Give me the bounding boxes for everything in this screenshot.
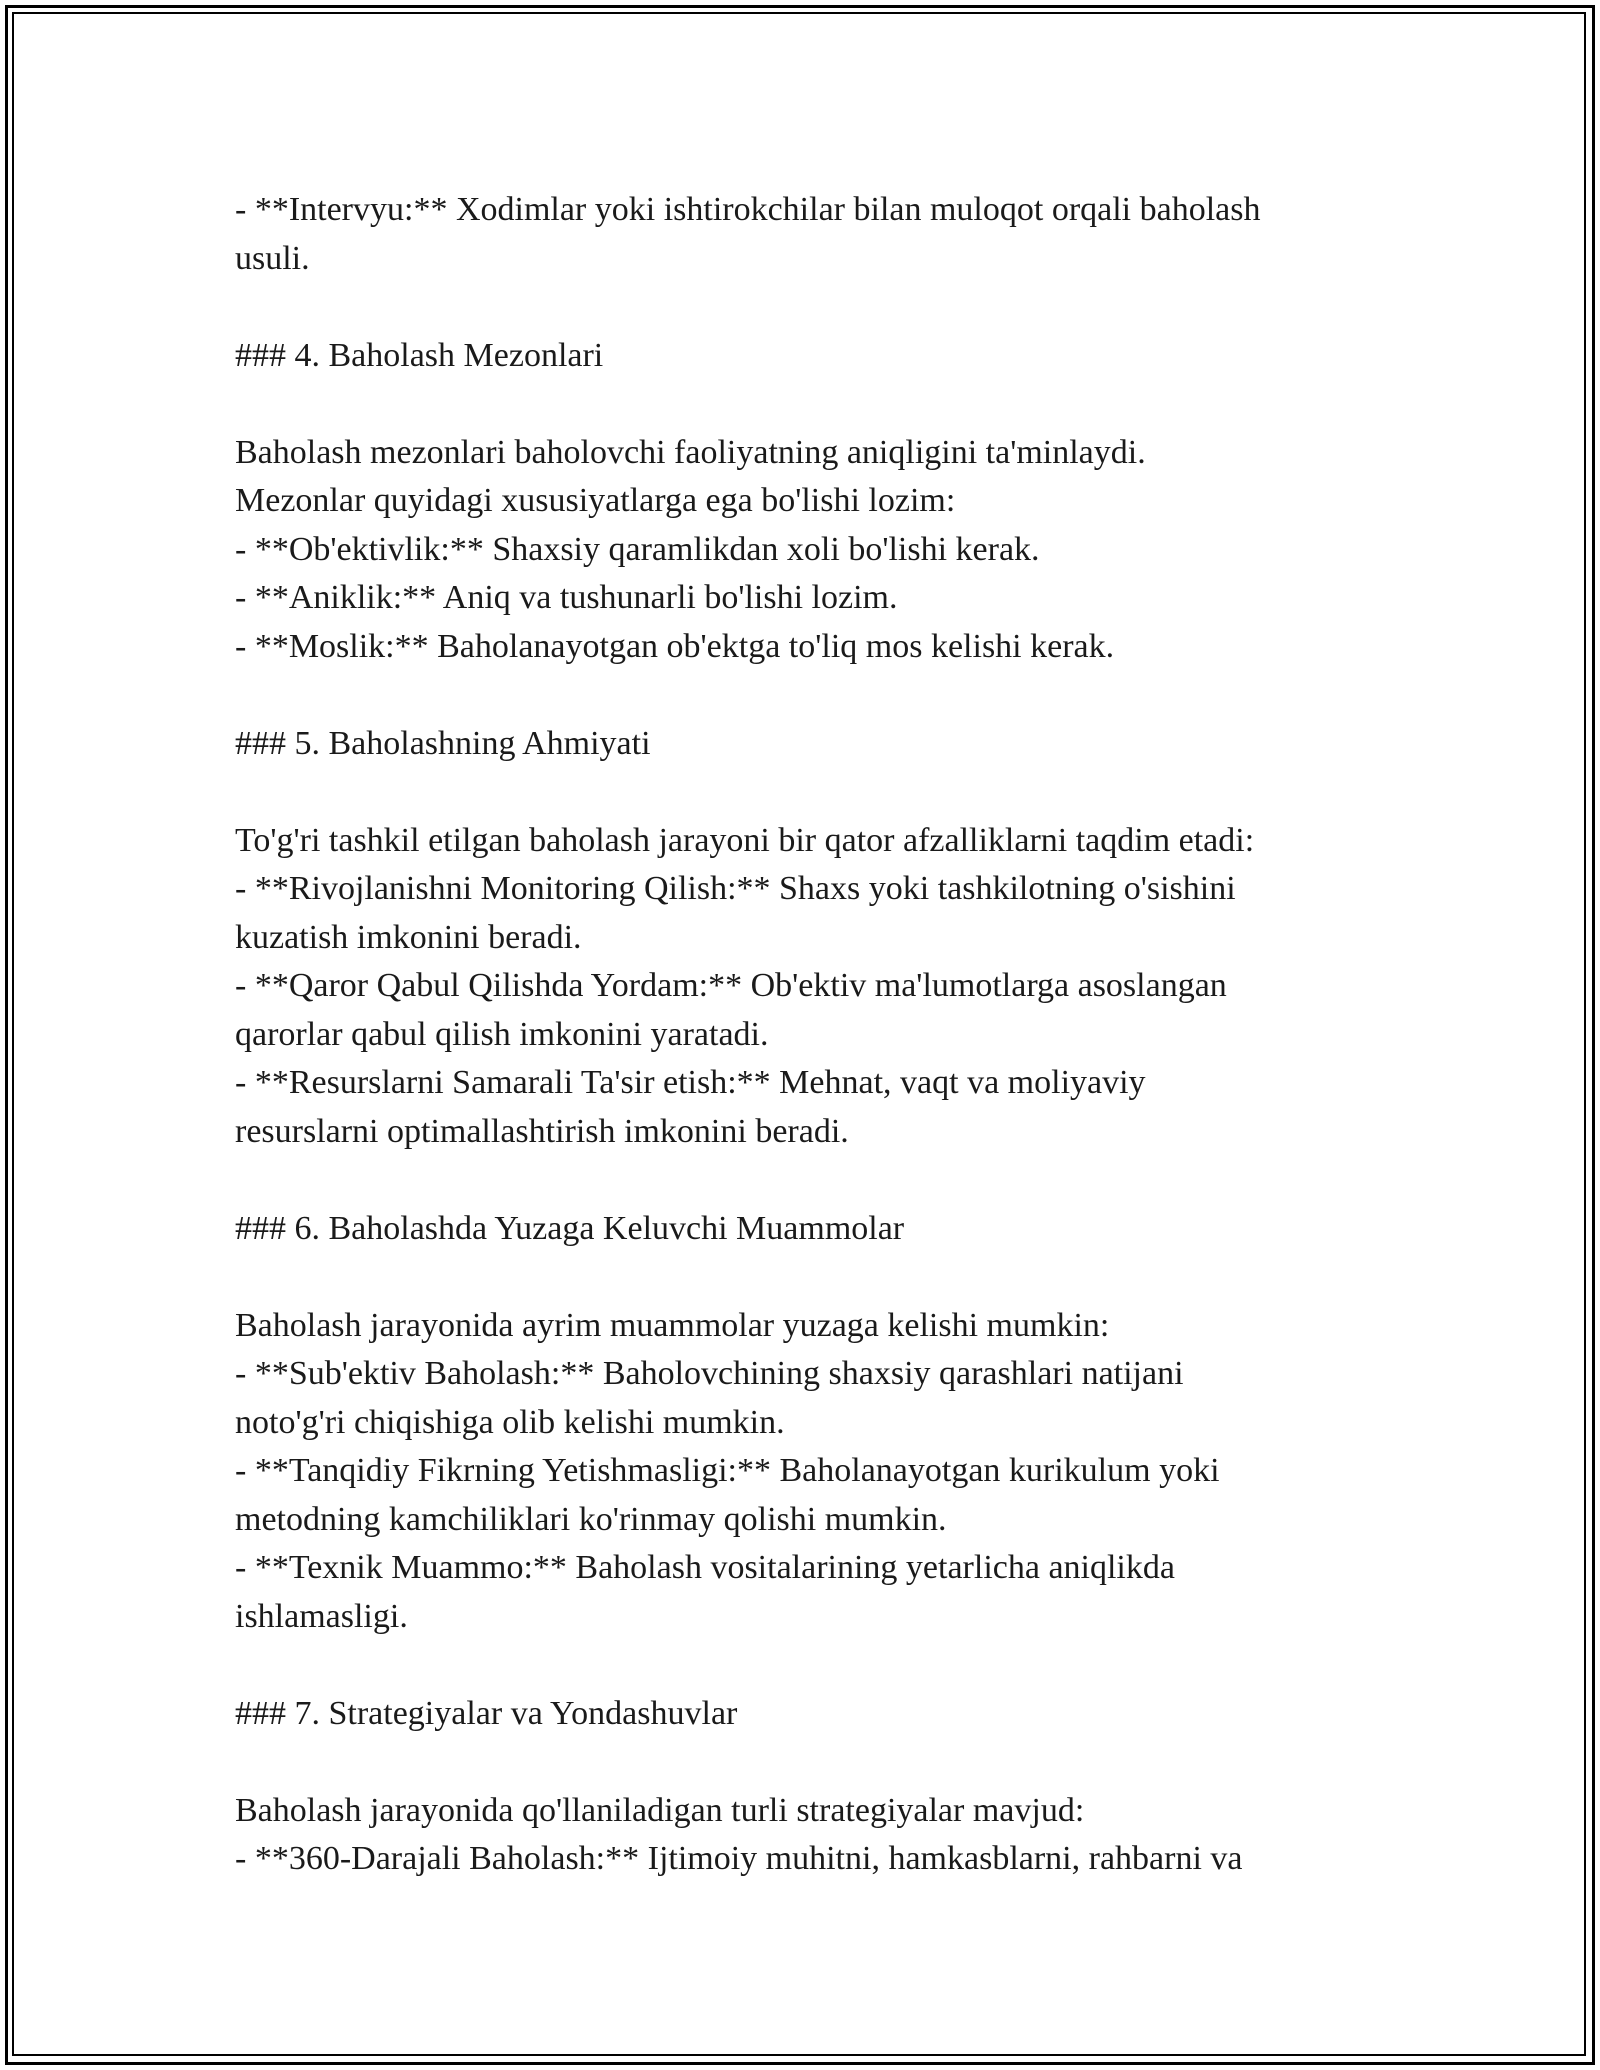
text-line: - **Resurslarni Samarali Ta'sir etish:** Mehnat, vaqt va moliyaviy (235, 1064, 1146, 1101)
text-line: Baholash mezonlari baholovchi faoliyatning aniqligini ta'minlaydi. (235, 433, 1146, 471)
blank-line (235, 380, 1375, 429)
text-line: - **Qaror Qabul Qilishda Yordam:** Ob'ektiv ma'lumotlarga asoslangan (235, 967, 1227, 1004)
blank-line (235, 1253, 1375, 1302)
blank-line (235, 768, 1375, 817)
text-line: - **Sub'ektiv Baholash:** Baholovchining shaxsiy qarashlari natijani (235, 1355, 1184, 1392)
text-line: resurslarni optimallashtirish imkonini beradi. (235, 1112, 849, 1150)
section-heading: ### 6. Baholashda Yuzaga Keluvchi Muammolar (235, 1209, 905, 1247)
text-line: qarorlar qabul qilish imkonini yaratadi. (235, 1015, 769, 1053)
blank-line (235, 1738, 1375, 1787)
text-line: - **Rivojlanishni Monitoring Qilish:** Shaxs yoki tashkilotning o'sishini (235, 870, 1236, 907)
section-heading: ### 4. Baholash Mezonlari (235, 336, 604, 374)
text-line: Mezonlar quyidagi xususiyatlarga ega bo'lishi lozim: (235, 482, 956, 519)
blank-line (235, 671, 1375, 720)
text-line: usuli. (235, 239, 310, 277)
text-line: - **Texnik Muammo:** Baholash vositalarining yetarlicha aniqlikda (235, 1549, 1175, 1586)
section-heading: ### 7. Strategiyalar va Yondashuvlar (235, 1694, 738, 1732)
text-line: - **Moslik:** Baholanayotgan ob'ektga to'liq mos kelishi kerak. (235, 627, 1115, 665)
text-line: Baholash jarayonida ayrim muammolar yuzaga kelishi mumkin: (235, 1306, 1110, 1344)
section-heading: ### 5. Baholashning Ahmiyati (235, 724, 651, 762)
text-line: kuzatish imkonini beradi. (235, 918, 582, 956)
blank-line (235, 1641, 1375, 1690)
text-line: noto'g'ri chiqishiga olib kelishi mumkin. (235, 1403, 785, 1441)
text-line: - **Ob'ektivlik:** Shaxsiy qaramlikdan xoli bo'lishi kerak. (235, 530, 1040, 568)
blank-line (235, 283, 1375, 332)
text-line: ishlamasligi. (235, 1597, 408, 1635)
text-line: - **Intervyu:** Xodimlar yoki ishtirokchilar bilan muloqot orqali baholash (235, 191, 1261, 228)
text-line: metodning kamchiliklari ko'rinmay qolishi mumkin. (235, 1500, 947, 1538)
blank-line (235, 1156, 1375, 1205)
text-line: To'g'ri tashkil etilgan baholash jarayoni bir qator afzalliklarni taqdim etadi: (235, 821, 1255, 859)
text-line: - **Aniklik:** Aniq va tushunarli bo'lishi lozim. (235, 579, 898, 616)
text-line: Baholash jarayonida qo'llaniladigan turli strategiyalar mavjud: (235, 1791, 1085, 1829)
document-body (235, 186, 1375, 1884)
text-line: - **Tanqidiy Fikrning Yetishmasligi:** Baholanayotgan kurikulum yoki (235, 1452, 1220, 1489)
text-line: - **360-Darajali Baholash:** Ijtimoiy muhitni, hamkasblarni, rahbarni va (235, 1840, 1243, 1877)
